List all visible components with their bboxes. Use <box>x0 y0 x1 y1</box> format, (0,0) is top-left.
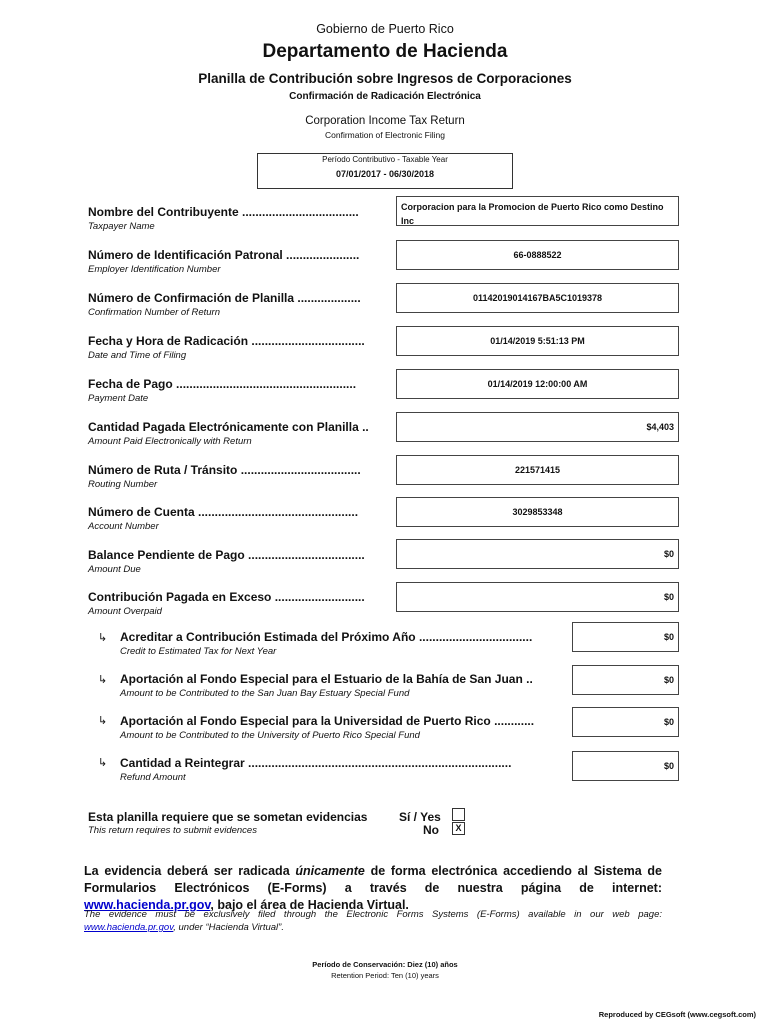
estuary-fund-label: Aportación al Fondo Especial para el Estuario de la Bahía de San Juan .. <box>120 672 533 686</box>
credit-estimated-sublabel: Credit to Estimated Tax for Next Year <box>120 646 277 657</box>
evidence-notice-en <box>84 908 662 934</box>
university-fund-label: Aportación al Fondo Especial para la Universidad de Puerto Rico ............ <box>120 714 535 728</box>
refund-amount-label: Cantidad a Reintegrar ............................................................................... <box>120 756 512 770</box>
filing-date-label: Fecha y Hora de Radicación .................................. <box>88 334 365 348</box>
notice-text: The evidence must be exclusively filed through the Electronic Forms Systems (E-Forms) available in our web page: <box>84 909 662 920</box>
notice-text: , bajo el área de Hacienda Virtual. <box>210 898 409 912</box>
amount-overpaid-label: Contribución Pagada en Exceso ........................... <box>88 590 365 604</box>
retention-period-es: Período de Conservación: Diez (10) años <box>312 960 458 969</box>
sub-arrow-icon: ↳ <box>98 757 108 769</box>
filing-date-field: 01/14/2019 5:51:13 PM <box>396 326 679 356</box>
refund-amount-field: $0 <box>572 751 679 781</box>
credit-estimated-field: $0 <box>572 622 679 652</box>
university-fund-sublabel: Amount to be Contributed to the University of Puerto Rico Special Fund <box>120 730 420 741</box>
amount-paid-field: $4,403 <box>396 412 679 442</box>
estuary-fund-sublabel: Amount to be Contributed to the San Juan Bay Estuary Special Fund <box>120 688 410 699</box>
amount-due-field: $0 <box>396 539 679 569</box>
estuary-fund-field: $0 <box>572 665 679 695</box>
department-title: Departamento de Hacienda <box>262 41 508 62</box>
sub-arrow-icon: ↳ <box>98 715 108 727</box>
routing-number-field: 221571415 <box>396 455 679 485</box>
taxpayer-name-sublabel: Taxpayer Name <box>88 221 155 232</box>
amount-paid-sublabel: Amount Paid Electronically with Return <box>88 436 252 447</box>
account-number-sublabel: Account Number <box>88 521 159 532</box>
taxable-period-box <box>257 153 513 189</box>
hacienda-link[interactable]: www.hacienda.pr.gov <box>84 898 211 912</box>
notice-emphasis: únicamente <box>295 864 365 878</box>
university-fund-field: $0 <box>572 707 679 737</box>
payment-date-sublabel: Payment Date <box>88 393 149 404</box>
evidence-no-label: No <box>423 823 439 837</box>
evidence-yes-checkbox[interactable] <box>452 808 465 821</box>
evidence-notice-es <box>84 863 662 914</box>
confirmation-number-sublabel: Confirmation Number of Return <box>88 307 220 318</box>
amount-overpaid-field: $0 <box>396 582 679 612</box>
amount-due-sublabel: Amount Due <box>88 564 141 575</box>
form-title: Planilla de Contribución sobre Ingresos de Corporaciones <box>198 71 572 86</box>
taxable-period-label: Período Contributivo - Taxable Year <box>322 155 448 164</box>
sub-arrow-icon: ↳ <box>98 674 108 686</box>
payment-date-field: 01/14/2019 12:00:00 AM <box>396 369 679 399</box>
evidence-yes-label: Sí / Yes <box>399 810 441 824</box>
payment-date-label: Fecha de Pago ...................................................... <box>88 377 357 391</box>
english-subtitle: Confirmation of Electronic Filing <box>325 130 445 140</box>
routing-number-label: Número de Ruta / Tránsito .................................... <box>88 463 361 477</box>
evidence-question: Esta planilla requiere que se sometan evidencias <box>88 810 368 824</box>
evidence-question-en: This return requires to submit evidences <box>88 825 257 836</box>
ein-label: Número de Identificación Patronal ...................... <box>88 248 360 262</box>
reproduced-by: Reproduced by CEGsoft (www.cegsoft.com) <box>598 1010 756 1019</box>
ein-sublabel: Employer Identification Number <box>88 264 221 275</box>
confirmation-number-field: 01142019014167BA5C1019378 <box>396 283 679 313</box>
amount-due-label: Balance Pendiente de Pago ................................... <box>88 548 365 562</box>
taxpayer-name-label: Nombre del Contribuyente ................................... <box>88 205 359 219</box>
routing-number-sublabel: Routing Number <box>88 479 158 490</box>
account-number-label: Número de Cuenta ................................................ <box>88 505 359 519</box>
hacienda-link[interactable]: www.hacienda.pr.gov <box>84 922 174 933</box>
english-title: Corporation Income Tax Return <box>305 115 465 127</box>
notice-text: de forma electrónica accediendo al Sistema de Formularios Electrónicos (E-Forms) a través de nuestra página de internet: <box>84 864 662 895</box>
sub-arrow-icon: ↳ <box>98 632 108 644</box>
taxpayer-name-field: Corporacion para la Promocion de Puerto Rico como Destino Inc <box>396 196 679 226</box>
notice-text: , under “Hacienda Virtual”. <box>173 922 284 933</box>
account-number-field: 3029853348 <box>396 497 679 527</box>
form-subtitle: Confirmación de Radicación Electrónica <box>289 91 481 102</box>
confirmation-number-label: Número de Confirmación de Planilla ................... <box>88 291 361 305</box>
credit-estimated-label: Acreditar a Contribución Estimada del Próximo Año .................................. <box>120 630 533 644</box>
taxable-period-value: 07/01/2017 - 06/30/2018 <box>335 169 435 179</box>
filing-date-sublabel: Date and Time of Filing <box>88 350 187 361</box>
government-name: Gobierno de Puerto Rico <box>316 22 454 36</box>
evidence-no-checkbox[interactable]: X <box>452 822 465 835</box>
refund-amount-sublabel: Refund Amount <box>120 772 186 783</box>
amount-paid-label: Cantidad Pagada Electrónicamente con Planilla .. <box>88 420 369 434</box>
ein-field: 66-0888522 <box>396 240 679 270</box>
notice-text: La evidencia deberá ser radicada <box>84 864 296 878</box>
amount-overpaid-sublabel: Amount Overpaid <box>88 606 162 617</box>
retention-period-en: Retention Period: Ten (10) years <box>331 971 439 980</box>
